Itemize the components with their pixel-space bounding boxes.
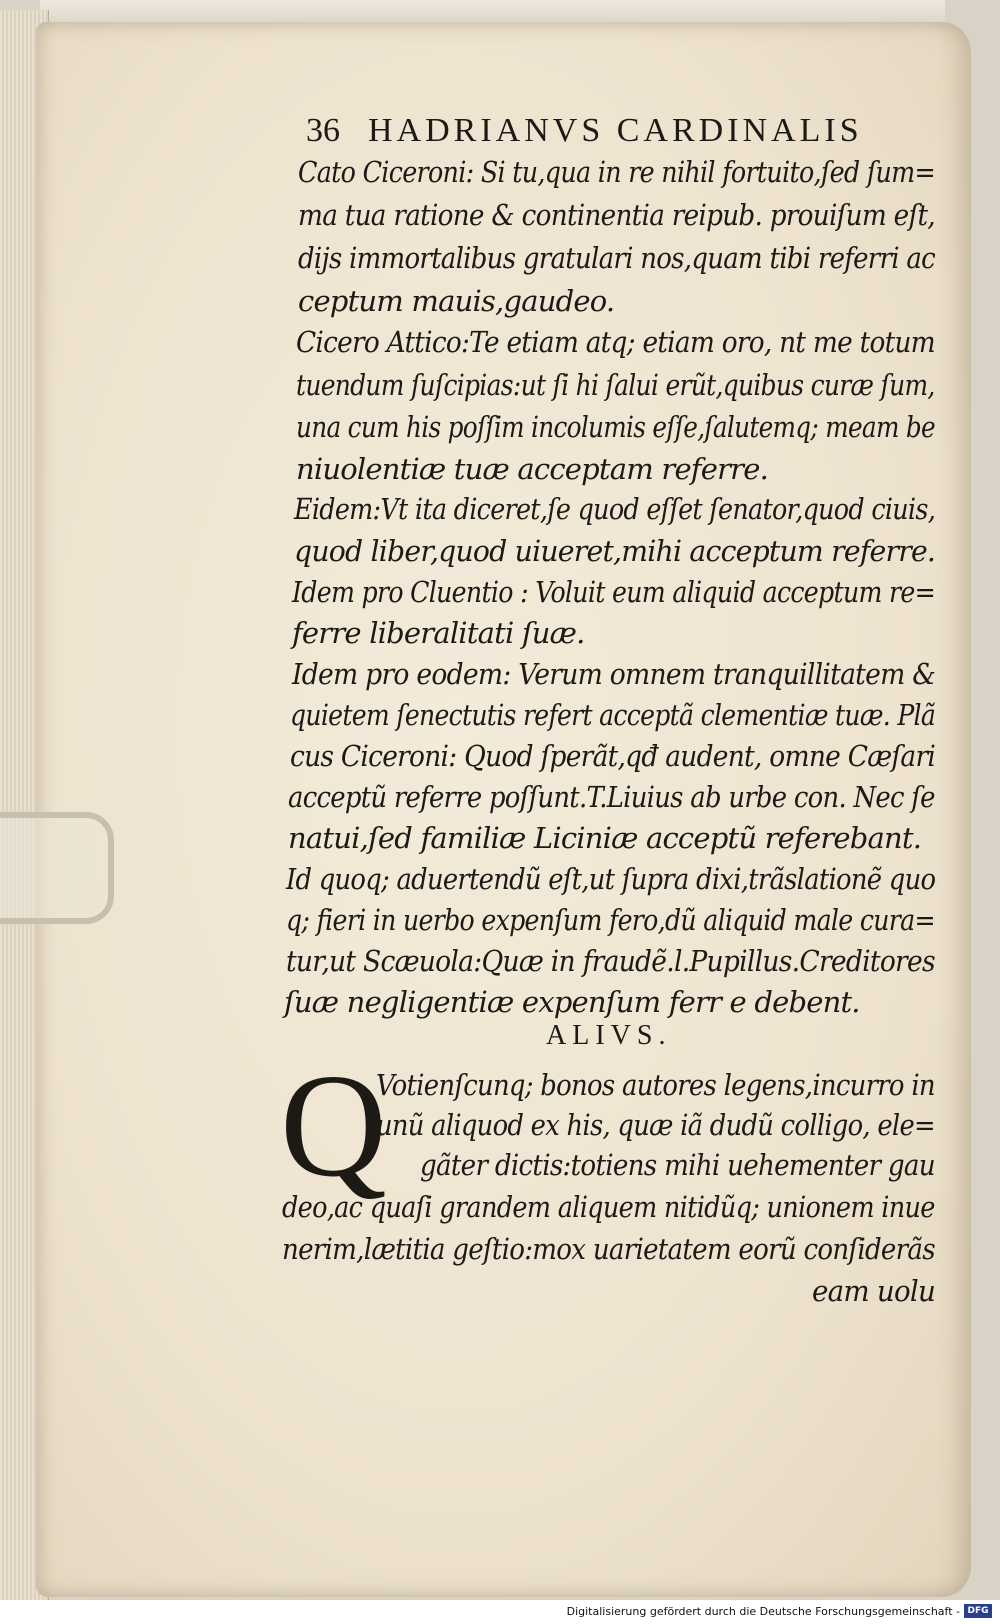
text-line: cus Ciceroni: Quod ſperãt,qđ audent, omne Cæſari [290,739,936,773]
text-line: Id quoq; aduertendũ eſt,ut ſupra dixi,trãslationẽ quo [286,862,936,896]
text-line: Idem pro Cluentio : Voluit eum aliquid acceptum re= [292,575,936,609]
text-line: tuendum ſuſcipias:ut ſi hi ſalui erũt,quibus curæ ſum, [296,368,935,402]
text-line: acceptũ referre poſſunt.T.Liuius ab urbe con. Nec ſe [288,780,935,814]
text-line: ma tua ratione & continentia reipub. prouiſum eſt, [298,198,935,232]
text-line: una cum his poſſim incolumis eſſe,ſalutemq; meam be [296,410,935,444]
text-line: ſuæ negligentiæ expenſum ferr e debent. [284,985,860,1019]
section-heading: ALIVS. [546,1020,672,1051]
text-line: natui,ſed familiæ Liciniæ acceptũ referebant. [288,821,922,855]
text-line: niuolentiæ tuæ acceptam referre. [296,452,769,486]
paragraph-line: nerim,lætitia geſtio:mox uarietatem eorũ conſiderãs [282,1232,935,1266]
digitization-footer [0,1600,1000,1624]
text-line: ferre liberalitati ſuæ. [292,616,585,650]
text-line: quod liber,quod uiueret,mihi acceptum referre. [294,534,936,568]
text-line: ceptum mauis,gaudeo. [298,284,615,318]
paragraph-line: unũ aliquod ex his, quæ iã dudũ colligo, ele= [376,1108,935,1142]
text-line: dijs immortalibus gratulari nos,quam tibi referri ac [298,241,935,275]
paragraph-line: eam uolu [812,1274,936,1308]
dfg-logo: DFG [964,1604,992,1618]
paragraph-line: Votienſcunq; bonos autores legens,incurro in [376,1068,935,1102]
text-line: quietem ſenectutis refert acceptã clementiæ tuæ. Plã [290,698,936,732]
paragraph-line: gãter dictis:totiens mihi uehementer gau [420,1148,935,1182]
text-line: Cato Ciceroni: Si tu,qua in re nihil fortuito,ſed ſum= [298,155,936,189]
paragraph-line: deo,ac quaſi grandem aliquem nitidũq; unionem inue [282,1190,935,1224]
text-line: tur,ut Scæuola:Quæ in fraudẽ.l.Pupillus.Creditores [286,944,935,978]
text-line: Eidem:Vt ita diceret,ſe quod eſſet ſenator,quod ciuis, [294,492,936,526]
running-title: HADRIANVS CARDINALIS [368,112,863,149]
text-line: q; fieri in uerbo expenſum fero,dũ aliquid male cura= [286,903,935,937]
running-head [306,112,863,150]
drop-cap: Q [280,1044,387,1208]
page-number: 36 [306,112,340,149]
text-line: Cicero Attico:Te etiam atq; etiam oro, nt me totum [296,325,935,359]
footer-credit: Digitalisierung gefördert durch die Deutsche Forschungsgemeinschaft - [566,1605,960,1618]
text-line: Idem pro eodem: Verum omnem tranquillitatem & [292,657,936,691]
